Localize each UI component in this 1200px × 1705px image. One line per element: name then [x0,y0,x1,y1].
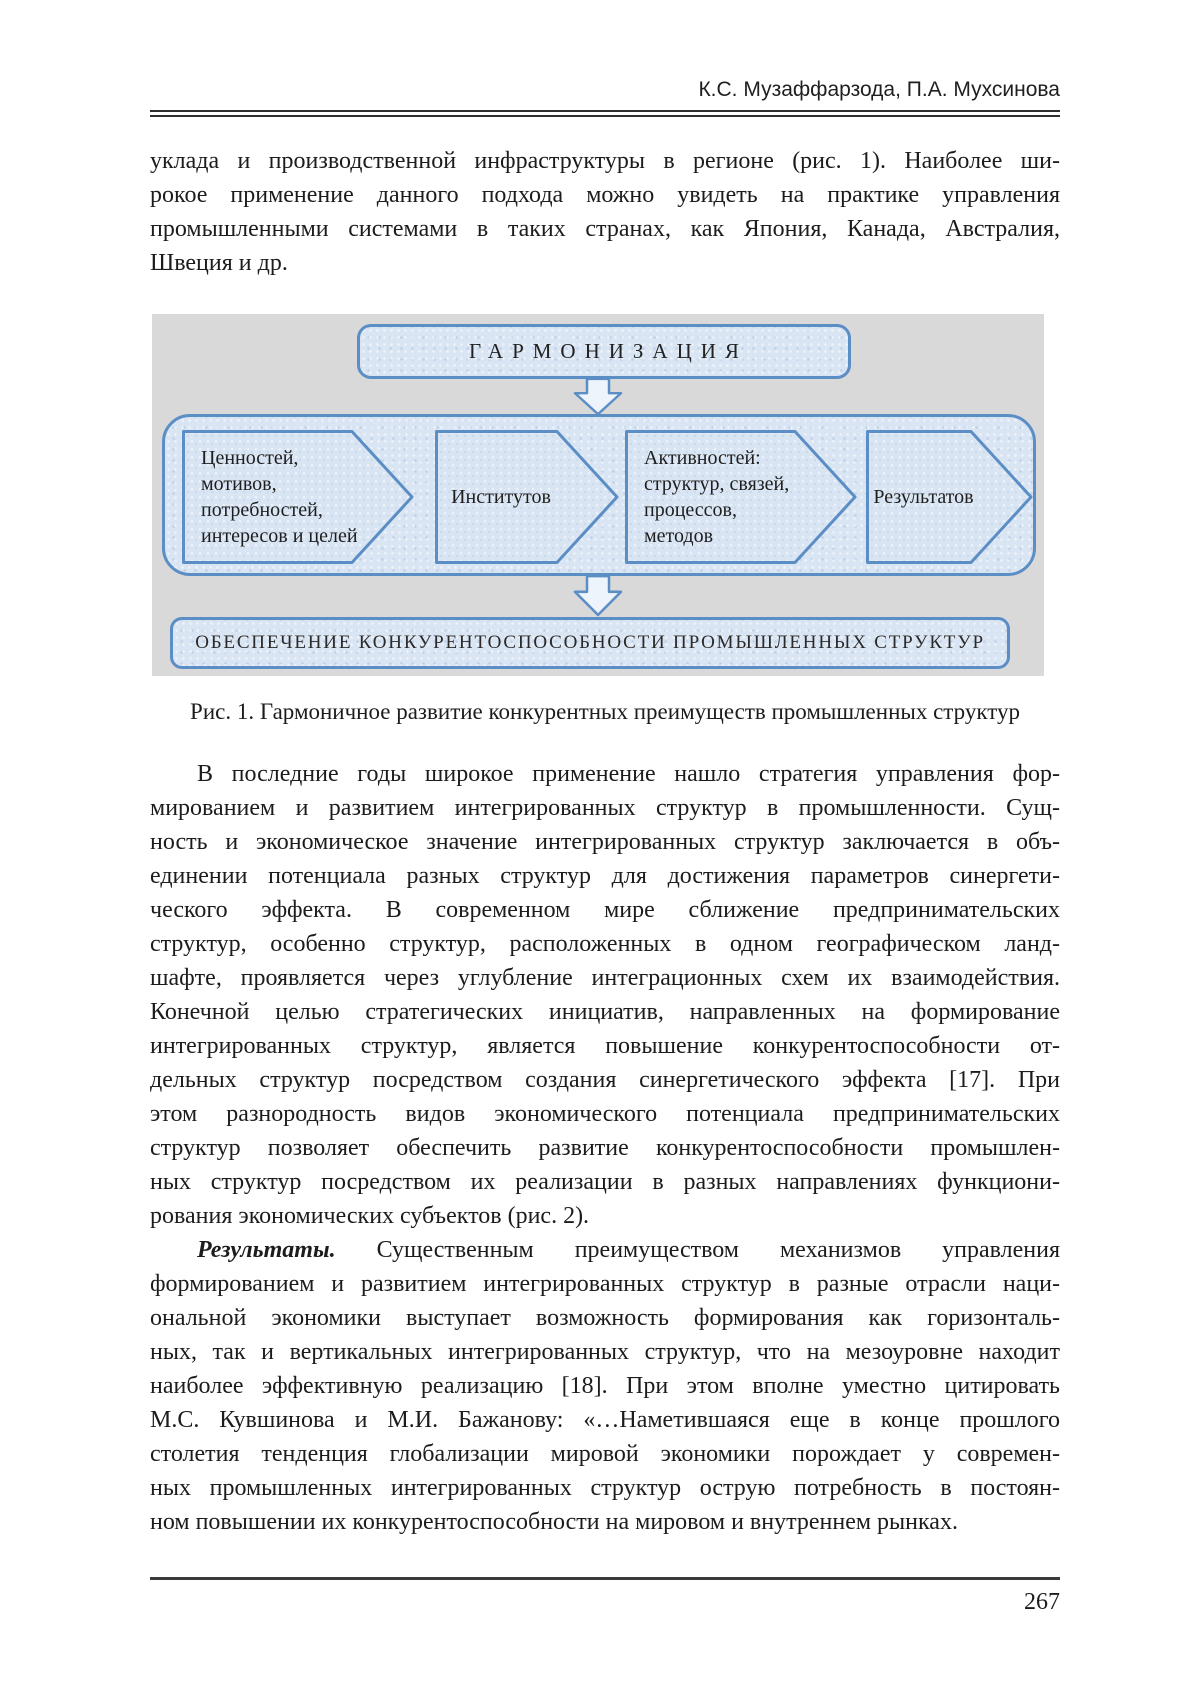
text-line: процессов, [644,499,737,521]
text-line: шафте, проявляется через углубление интеграционных схем их взаимодействия. [150,965,1060,991]
text-line: наиболее эффективную реализацию [18]. При этом вполне уместно цитировать [150,1373,1060,1399]
text-line: методов [644,525,714,547]
chevron-group-box [162,414,1036,576]
text-line: столетия тенденция глобализации мировой экономики порождает у современ- [150,1441,1060,1467]
text-line: ном повышении их конкурентоспособности на мировом и внутреннем рынках. [150,1509,958,1535]
header-authors: К.С. Музаффарзода, П.А. Мухсинова [698,78,1060,101]
text-line: Институтов [451,486,551,508]
text-line: М.С. Кувшинова и М.И. Бажанову: «…Наметившаяся еще в конце прошлого [150,1407,1060,1433]
text-line: ных, так и вертикальных интегрированных структур, что на мезоуровне находит [150,1339,1060,1365]
text-line: интересов и целей [201,525,358,547]
text-line: ных промышленных интегрированных структур острую потребность в постоян- [150,1475,1060,1501]
footer-rule [150,1577,1060,1580]
body-text-top [150,144,1060,280]
text-line: мотивов, [201,473,277,495]
body-text-main [150,757,1060,1539]
chevron-label [625,430,857,564]
paragraph-lead: Результаты. [197,1237,377,1263]
text-line: этом разнородность видов экономического потенциала предпринимательских [150,1101,1060,1127]
down-arrow-icon [566,378,630,416]
text-line: дельных структур посредством создания синергетического эффекта [17]. При [150,1067,1060,1093]
paragraph [150,757,1060,1233]
chevron-label [866,430,1033,564]
chevron-label [435,430,619,564]
text-line: Результатов [873,486,974,508]
text-line: ных структур посредством их реализации в разных направлениях функциони- [150,1169,1060,1195]
text-line: ональной экономики выступает возможность формирования как горизонталь- [150,1305,1060,1331]
text-line: структур, особенно структур, расположенных в одном географическом ланд- [150,931,1060,957]
header-rule [150,110,1060,117]
chevron-activities [625,430,857,564]
text-line: интегрированных структур, является повышение конкурентоспособности от- [150,1033,1060,1059]
text-line: В последние годы широкое применение нашло стратегия управления фор- [197,761,1060,787]
figure-panel [152,314,1044,676]
chevron-institutions [435,430,619,564]
text-line: Результаты. Существенным преимуществом механизмов управления [197,1237,1061,1263]
text-line: ность и экономическое значение интегрированных структур заключается в объ- [150,829,1060,855]
text-line: рования экономических субъектов (рис. 2). [150,1203,590,1229]
paragraph [150,144,1060,280]
text-line: Активностей: [644,447,761,469]
text-line: промышленными системами в таких странах, как Япония, Канада, Австралия, [150,216,1060,242]
chevron-results [866,430,1033,564]
down-arrow-icon [566,575,630,617]
text-line: формированием и развитием интегрированных структур в разные отрасли наци- [150,1271,1060,1297]
figure-caption: Рис. 1. Гармоничное развитие конкурентных преимуществ промышленных структур [190,699,1020,724]
text-line: Швеция и др. [150,250,288,276]
chevron-values [182,430,414,564]
text-line: потребностей, [201,499,323,521]
paragraph [150,1233,1060,1539]
text-line: рокое применение данного подхода можно увидеть на практике управления [150,182,1060,208]
down-arrow-icon [566,378,630,416]
text-line: мированием и развитием интегрированных структур в промышленности. Сущ- [150,795,1060,821]
page-number: 267 [1024,1589,1060,1615]
text-line: Ценностей, [201,447,299,469]
text-line: ческого эффекта. В современном мире сближение предпринимательских [150,897,1060,923]
down-arrow-icon [566,575,630,617]
text-line: Конечной целью стратегических инициатив, направленных на формирование [150,999,1060,1025]
text-line: уклада и производственной инфраструктуры в регионе (рис. 1). Наиболее ши- [150,148,1060,174]
competitiveness-banner: ОБЕСПЕЧЕНИЕ КОНКУРЕНТОСПОСОБНОСТИ ПРОМЫШЛЕННЫХ СТРУКТУР [170,617,1010,669]
chevron-label [182,430,414,564]
text-line: структур, связей, [644,473,790,495]
text-line: структур позволяет обеспечить развитие конкурентоспособности промышлен- [150,1135,1060,1161]
text-line: единении потенциала разных структур для достижения параметров синергети- [150,863,1060,889]
harmonization-box: ГАРМОНИЗАЦИЯ [357,324,851,379]
